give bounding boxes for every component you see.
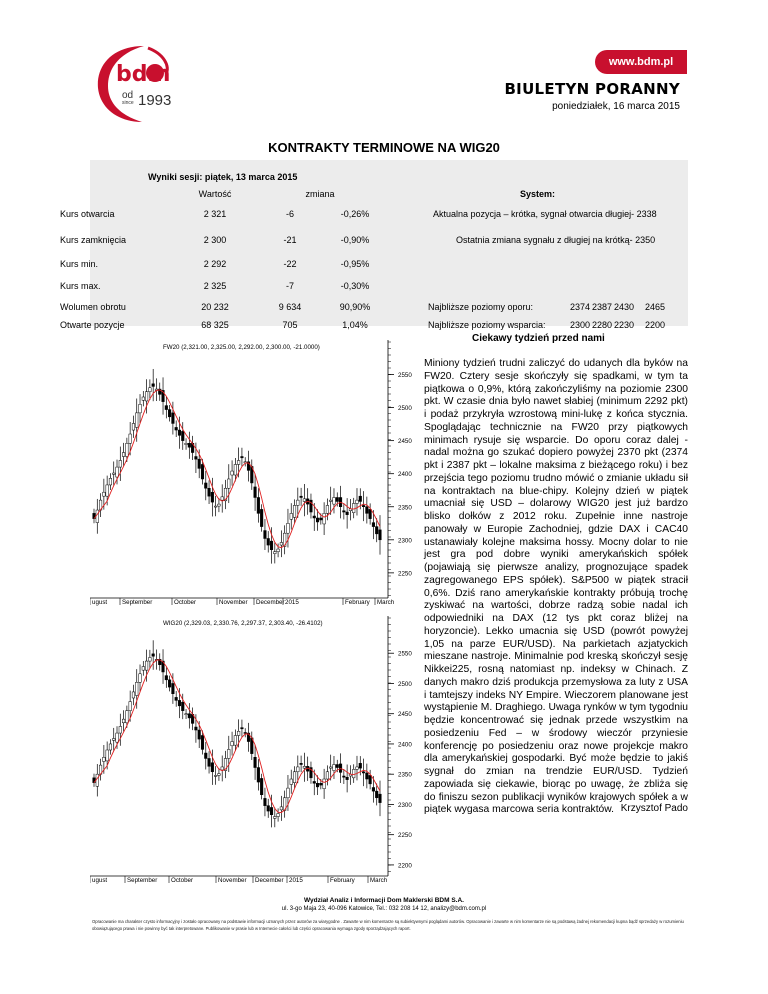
candle-body: [369, 775, 372, 783]
candle-body: [106, 750, 109, 761]
col-header-value: Wartość: [198, 189, 232, 199]
candle-body: [323, 513, 326, 524]
candle-body: [372, 523, 375, 527]
candle-body: [172, 413, 175, 424]
candle-body: [277, 549, 280, 552]
x-tick-label: October: [174, 599, 197, 606]
candle-body: [264, 531, 267, 539]
candle-body: [198, 730, 201, 739]
wig20-chart-svg: [90, 612, 416, 888]
support-level: 2280: [591, 320, 613, 330]
candle-body: [260, 509, 263, 526]
candle-body: [260, 778, 263, 794]
row-change: 705: [282, 320, 298, 330]
row-value: 2 300: [203, 235, 227, 245]
candle-body: [264, 798, 267, 805]
y-tick-label: 2500: [398, 405, 412, 413]
y-tick-label: 2500: [398, 680, 412, 688]
candle-body: [195, 457, 198, 460]
candle-body: [139, 404, 142, 413]
candle-body: [244, 732, 247, 733]
candle-body: [336, 765, 339, 768]
row-pct: -0,90%: [340, 235, 370, 245]
x-tick-label: March: [377, 599, 395, 606]
candle-body: [172, 683, 175, 693]
footer-disclaimer: Opracowanie ma charakter czysto informacyjny i zostało opracowany na podstawie informacji uznanych przez autorów za wiarygodne . Zawarte w nim komentarze są subiektywnymi poglądami autorów. Opracowanie i zawarte w nim komentarze nie są podstawą żadnej rekomendacji kupna bądź sprzedaży w rozumieniu obowiązującego prawa i nie powinny być tak interpretowane. Publikowanie w prasie lub w Internecie całości lub części opracowania wymaga zgody sporządzających raport.: [92, 919, 684, 931]
candle-body: [303, 499, 306, 502]
y-tick-label: 2200: [398, 862, 412, 870]
candle-body: [178, 700, 181, 705]
candle-body: [185, 714, 188, 715]
candle-body: [116, 733, 119, 742]
candle-body: [112, 473, 115, 474]
candle-body: [214, 506, 217, 507]
candle-body: [293, 772, 296, 783]
candle-body: [323, 779, 326, 789]
candle-body: [145, 392, 148, 401]
candle-body: [149, 388, 152, 392]
candle-body: [346, 777, 349, 779]
system-last-change: Ostatnia zmiana sygnału z długiej na krótką- 2350: [456, 235, 656, 245]
y-tick-label: 2250: [398, 832, 412, 840]
logo-since-year: 1993: [138, 92, 172, 109]
candle-body: [329, 500, 332, 501]
bulletin-date: poniedziałek, 16 marca 2015: [552, 101, 680, 112]
candle-body: [211, 492, 214, 502]
candle-body: [119, 726, 122, 733]
x-tick-label: December: [256, 599, 285, 606]
candle-body: [313, 516, 316, 518]
bdm-logo: [92, 44, 192, 124]
support-level: 2200: [644, 320, 666, 330]
candle-body: [188, 443, 191, 447]
candle-body: [214, 775, 217, 776]
candle-body: [204, 753, 207, 758]
candle-body: [290, 513, 293, 519]
candle-body: [303, 766, 306, 768]
candle-body: [366, 507, 369, 514]
candle-body: [218, 774, 221, 776]
candle-body: [316, 783, 319, 787]
candle-body: [109, 478, 112, 485]
candle-body: [116, 467, 119, 477]
candle-body: [218, 504, 221, 506]
candle-body: [119, 460, 122, 467]
row-pct: 1,04%: [342, 320, 368, 330]
candle-body: [375, 791, 378, 798]
resistance-level: 2374: [569, 302, 591, 312]
x-tick-label: February: [330, 877, 355, 884]
chart-title: WIG20 (2,329.03, 2,330.76, 2,297.37, 2,303.40, -26.4102): [163, 620, 323, 627]
candle-body: [178, 430, 181, 435]
candle-body: [175, 697, 178, 700]
fw20-chart: [90, 336, 416, 612]
candle-body: [135, 413, 138, 428]
candle-body: [231, 471, 234, 475]
y-tick-label: 2300: [398, 801, 412, 809]
candle-body: [326, 772, 329, 779]
session-results-panel: [60, 160, 688, 330]
candle-body: [188, 714, 191, 718]
candle-body: [221, 497, 224, 500]
row-change: 9 634: [278, 302, 302, 312]
candle-body: [293, 505, 296, 517]
candle-body: [257, 497, 260, 513]
row-value: 2 292: [203, 259, 227, 269]
candle-body: [208, 758, 211, 766]
candle-body: [109, 744, 112, 750]
candle-body: [290, 779, 293, 784]
candle-body: [280, 542, 283, 545]
y-tick-label: 2550: [398, 372, 412, 380]
candle-body: [366, 773, 369, 779]
page-title: KONTRAKTY TERMINOWE NA WIG20: [268, 140, 500, 155]
x-tick-label: September: [127, 877, 158, 884]
row-pct: -0,95%: [340, 259, 370, 269]
candle-body: [237, 731, 240, 735]
article-author: Krzysztof Pado: [620, 803, 688, 814]
candle-body: [379, 794, 382, 802]
row-value: 2 325: [203, 281, 227, 291]
x-tick-label: 2015: [289, 877, 303, 884]
wig20-chart: [90, 612, 416, 888]
candle-body: [149, 657, 152, 661]
x-tick-label: November: [218, 877, 247, 884]
x-tick-label: March: [370, 877, 388, 884]
candle-body: [181, 431, 184, 440]
candle-body: [346, 512, 349, 515]
footer-company: Wydział Analiz i Informacji Dom Maklerski BDM S.A.: [303, 897, 464, 904]
row-change: -7: [285, 281, 294, 291]
candle-body: [362, 505, 365, 506]
candle-body: [165, 406, 168, 410]
bulletin-title: BIULETYN PORANNY: [504, 80, 680, 98]
y-tick-label: 2350: [398, 771, 412, 779]
candle-body: [352, 769, 355, 777]
candle-body: [359, 496, 362, 501]
candle-body: [165, 676, 168, 680]
candle-body: [300, 496, 303, 497]
candle-body: [369, 509, 372, 518]
candle-body: [204, 483, 207, 488]
candle-body: [329, 767, 332, 768]
candle-body: [142, 667, 145, 671]
candle-body: [297, 767, 300, 772]
candle-body: [333, 765, 336, 771]
candle-body: [241, 457, 244, 458]
col-header-system: System:: [520, 189, 556, 199]
candle-body: [152, 654, 155, 656]
candle-body: [320, 783, 323, 785]
candle-body: [231, 742, 234, 746]
candle-body: [175, 427, 178, 430]
y-tick-label: 2250: [398, 570, 412, 578]
x-tick-label: ugust: [92, 877, 108, 884]
footer-address: ul. 3-go Maja 23, 40-096 Katowice, Tel.: 032 208 14 12, analizy@bdm.com.pl: [281, 906, 487, 912]
candle-body: [356, 767, 359, 769]
candle-body: [359, 763, 362, 768]
candle-body: [129, 702, 132, 711]
candle-body: [300, 763, 303, 764]
x-tick-label: November: [219, 599, 248, 606]
candle-body: [126, 443, 129, 456]
candle-body: [106, 485, 109, 496]
candle-body: [185, 443, 188, 444]
candle-body: [221, 767, 224, 770]
candle-body: [313, 781, 316, 783]
candle-body: [297, 500, 300, 505]
y-tick-label: 2400: [398, 471, 412, 479]
candle-body: [142, 397, 145, 400]
candle-body: [122, 453, 125, 457]
candle-body: [122, 719, 125, 723]
candle-body: [208, 488, 211, 496]
candle-body: [375, 527, 378, 534]
row-change: -22: [283, 259, 297, 269]
row-label: Wolumen obrotu: [60, 302, 126, 312]
row-pct: -0,30%: [340, 281, 370, 291]
support-label: Najbliższe poziomy wsparcia:: [428, 320, 546, 330]
resistance-level: 2430: [613, 302, 635, 312]
candle-body: [372, 788, 375, 792]
article-title: Ciekawy tydzień przed nami: [472, 333, 605, 344]
candle-body: [168, 410, 171, 417]
x-tick-label: 2015: [285, 599, 299, 606]
logo-since-small: since: [122, 100, 134, 106]
candle-body: [227, 479, 230, 488]
candle-body: [129, 434, 132, 443]
fw20-chart-svg: [90, 336, 416, 612]
x-tick-label: December: [255, 877, 284, 884]
row-change: -21: [283, 235, 297, 245]
candle-body: [274, 817, 277, 819]
y-tick-label: 2450: [398, 438, 412, 446]
candle-body: [234, 464, 237, 475]
candle-body: [241, 728, 244, 729]
candle-body: [267, 538, 270, 545]
article-body: Miniony tydzień trudni zaliczyć do udanych dla byków na FW20. Cztery sesje skończyły się spadkami, w tym ta piątkowa o 0,9%, którą zakończyliśmy na poziomie 2300 pkt. W czasie dnia było nawet słabiej (minimum 2292 pkt) i podaż przykryła wzrostową mini-lukę z końca stycznia. Spoglądając technicznie na FW20 przy piątkowych minimach rysuje się wsparcie. Do oporu coraz dalej - nadal można go szukać dopiero powyżej 2370 pkt (2374 pkt i 2387 pkt – lokalne maksima z bieżącego roku) i bez przejścia tego poziomu trudno mówić o zmianie układu sił na kontraktach na blue-chipy. Kolejny dzień w piątek umacniał się USD – dolarowy WIG20 jest już bardzo blisko dołków z 2012 roku. Zupełnie inne nastroje panowały w Europie Zachodniej, gdzie DAX i CAC40 ustanawiały kolejne maksima hossy. Mocny dolar to nie jest gra pod dobre wyniki amerykańskich spółek (pojawiają się pierwsze analizy, prognozujące spadek zagregowanego EPS spółek). S&P500 w piątek stracił 0,6%. Dziś rano amerykańskie kontrakty próbują trochę zyskiwać na wartości, dobrze radzą sobie nadal ich odpowiedniki na DAX (12 tys pkt coraz bliżej na horyzoncie). Lekko umacnia się USD (powrót powyżej 1,05 na parze EUR/USD). Na parkietach azjatyckich mieszane nastroje. Minimalnie pod kreską skończył sesję Nikkei225, rosną natomiast np. indeksy w Chinach. Z danych makro dziś produkcja przemysłowa za luty z USA i tamtejszy indeks NY Empire. Wieczorem planowane jest wystąpienie M. Draghiego. Uwaga rynków w tym tygodniu będzie koncentrować się jednak przede wszystkim na posiedzeniu Fed – w środowy wieczór przyniesie konferencję po posiedzeniu oraz nowe projekcje makro dla amerykańskiej gospodarki. Być może będzie to jakiś sygnał do zmian na trendzie EUR/USD. Tydzień zapowiada się ciekawie, biorąc po uwagę, że zbliża się do finiszu sezon publikacji wyników krajowych spółek a w piątek wygasa marcowa seria kontraktów.: [424, 358, 688, 816]
support-level: 2300: [569, 320, 591, 330]
candle-body: [343, 511, 346, 512]
system-position: Aktualna pozycja – krótka, sygnał otwarcia długiej- 2338: [433, 209, 657, 219]
candle-body: [168, 680, 171, 687]
candle-body: [254, 487, 257, 498]
chart-title: FW20 (2,321.00, 2,325.00, 2,292.00, 2,300.00, -21.0000): [163, 344, 320, 351]
candle-body: [96, 510, 99, 523]
row-label: Kurs min.: [60, 259, 99, 269]
candle-body: [201, 464, 204, 479]
row-label: Kurs otwarcia: [60, 209, 115, 219]
candle-body: [195, 727, 198, 730]
y-tick-label: 2450: [398, 711, 412, 719]
candle-body: [234, 735, 237, 745]
candle-body: [274, 552, 277, 554]
candle-body: [326, 505, 329, 513]
candle-body: [267, 806, 270, 811]
candle-body: [198, 459, 201, 468]
website-link[interactable]: www.bdm.pl: [595, 50, 687, 74]
candle-body: [254, 757, 257, 767]
results-heading: Wyniki sesji: piątek, 13 marca 2015: [148, 172, 298, 182]
candle-body: [270, 541, 273, 550]
candle-body: [362, 772, 365, 773]
candle-body: [237, 460, 240, 464]
row-label: Kurs max.: [60, 281, 101, 291]
candle-body: [352, 503, 355, 512]
candle-body: [257, 768, 260, 783]
y-tick-label: 2550: [398, 650, 412, 658]
x-tick-label: February: [345, 599, 370, 606]
row-value: 20 232: [201, 302, 229, 312]
candle-body: [135, 682, 138, 695]
logo-since-prefix: od: [122, 90, 134, 101]
row-value: 68 325: [201, 320, 229, 330]
row-change: -6: [285, 209, 294, 219]
resistance-level: 2465: [644, 302, 666, 312]
candle-body: [287, 788, 290, 798]
candle-body: [320, 518, 323, 520]
y-tick-label: 2400: [398, 741, 412, 749]
candle-body: [333, 497, 336, 504]
candle-body: [280, 807, 283, 810]
candle-body: [270, 807, 273, 814]
y-tick-label: 2350: [398, 504, 412, 512]
candle-body: [145, 661, 148, 670]
row-label: Kurs zamknięcia: [60, 235, 127, 245]
candle-body: [201, 735, 204, 749]
candle-body: [211, 763, 214, 772]
candle-body: [316, 518, 319, 522]
candle-body: [356, 500, 359, 503]
candle-body: [277, 814, 280, 817]
resistance-label: Najbliższe poziomy oporu:: [428, 302, 534, 312]
support-level: 2230: [613, 320, 635, 330]
candle-body: [132, 692, 135, 698]
x-tick-label: ugust: [92, 599, 108, 606]
candle-body: [132, 423, 135, 430]
candle-body: [139, 674, 142, 682]
row-value: 2 321: [203, 209, 227, 219]
candle-body: [287, 523, 290, 533]
candle-body: [379, 530, 382, 540]
col-header-change: zmiana: [305, 189, 335, 199]
candle-body: [343, 776, 346, 777]
candle-body: [112, 739, 115, 741]
row-pct: -0,26%: [340, 209, 370, 219]
candle-body: [181, 702, 184, 710]
resistance-level: 2387: [591, 302, 613, 312]
candle-body: [336, 497, 339, 501]
candle-body: [103, 492, 106, 496]
row-label: Otwarte pozycje: [60, 320, 125, 330]
logo-brand: bdm: [116, 62, 171, 87]
y-tick-label: 2300: [398, 537, 412, 545]
candle-body: [126, 711, 129, 723]
candle-body: [152, 384, 155, 387]
candle-body: [103, 757, 106, 761]
x-tick-label: October: [171, 877, 194, 884]
row-pct: 90,90%: [339, 302, 371, 312]
candle-body: [227, 749, 230, 758]
x-tick-label: September: [122, 599, 153, 606]
